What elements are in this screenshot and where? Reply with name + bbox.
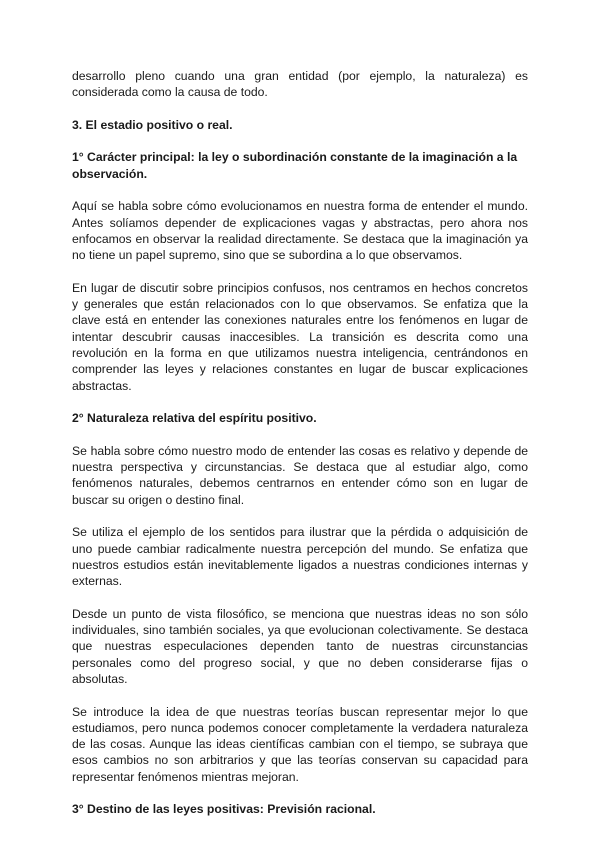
subsection-1-paragraph-1: Aquí se habla sobre cómo evolucionamos en nuestra forma de entender el mundo. Antes solíamos depender de explicaciones vagas y abstractas, pero ahora nos enfocamos en observar la realidad directamente. Se destaca que la imaginación ya no tiene un papel supremo, sino que se subordina a lo que observamos. <box>72 199 528 263</box>
subsection-3-heading: 3° Destino de las leyes positivas: Previsión racional. <box>72 802 376 817</box>
subsection-2-paragraph-4: Se introduce la idea de que nuestras teorías buscan representar mejor lo que estudiamos, pero nunca podemos conocer completamente la verdadera naturaleza de las cosas. Aunque las ideas científicas cambian con el tiempo, se subraya que esos cambios no son arbitrarios y que las teorías conservan su capacidad para representar fenómenos mientras mejoran. <box>72 704 528 784</box>
section-3-heading: 3. El estadio positivo o real. <box>72 117 233 132</box>
subsection-2-paragraph-1: Se habla sobre cómo nuestro modo de entender las cosas es relativo y depende de nuestra perspectiva y circunstancias. Se destaca que al estudiar algo, como fenómenos naturales, debemos centrarnos en entender cómo son en lugar de buscar su origen o destino final. <box>72 443 528 507</box>
subsection-1-heading: 1° Carácter principal: la ley o subordinación constante de la imaginación a la observación. <box>72 150 518 181</box>
subsection-2-paragraph-3: Desde un punto de vista filosófico, se menciona que nuestras ideas no son sólo individuales, sino también sociales, ya que evolucionan colectivamente. Se destaca que nuestras especulaciones dependen tanto de nuestras circunstancias personales como del progreso social, y que no deben considerarse fijas o absolutas. <box>72 606 528 686</box>
document-page <box>72 68 528 834</box>
subsection-2-paragraph-2: Se utiliza el ejemplo de los sentidos para ilustrar que la pérdida o adquisición de uno puede cambiar radicalmente nuestra percepción del mundo. Se enfatiza que nuestros estudios están inevitablemente ligados a nuestras condiciones internas y externas. <box>72 525 528 589</box>
intro-continuation-paragraph: desarrollo pleno cuando una gran entidad (por ejemplo, la naturaleza) es considerada como la causa de todo. <box>72 69 528 100</box>
subsection-1-paragraph-2: En lugar de discutir sobre principios confusos, nos centramos en hechos concretos y generales que están relacionados con lo que observamos. Se enfatiza que la clave está en entender las conexiones naturales entre los fenómenos en lugar de intentar descubrir causas inaccesibles. La transición es descrita como una revolución en la forma en que utilizamos nuestra inteligencia, centrándonos en comprender las leyes y relaciones constantes en lugar de buscar explicaciones abstractas. <box>72 280 528 393</box>
subsection-2-heading: 2° Naturaleza relativa del espíritu positivo. <box>72 411 317 426</box>
